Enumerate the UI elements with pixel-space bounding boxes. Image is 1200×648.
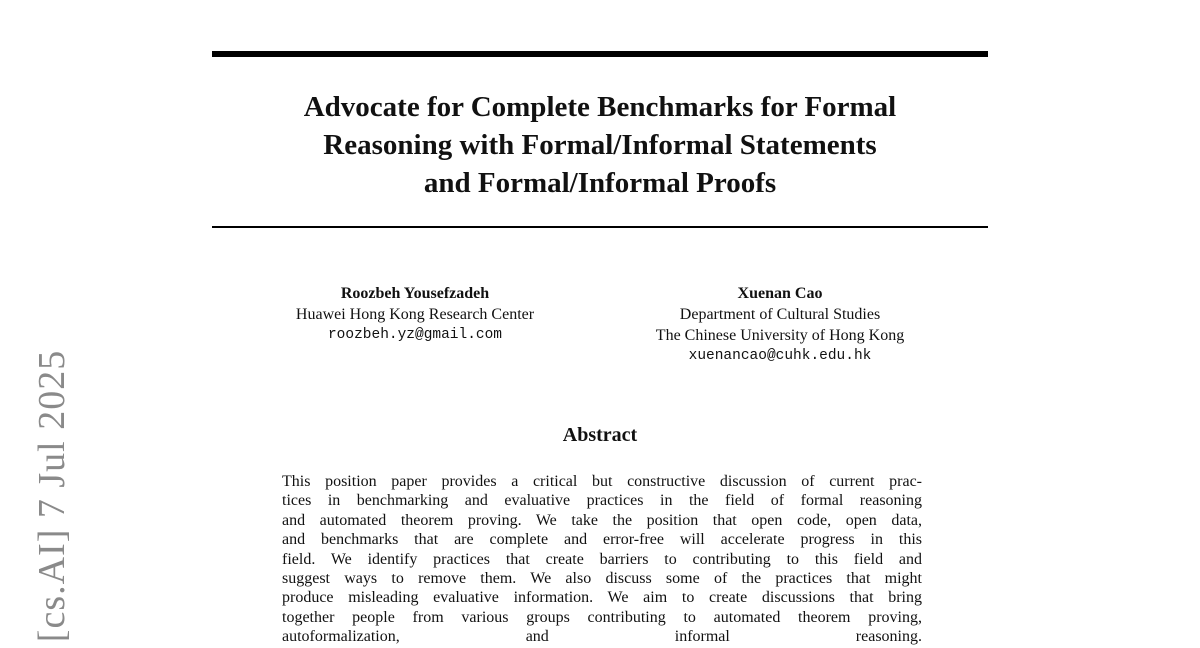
title-bottom-rule	[212, 226, 988, 228]
abstract-line: and benchmarks that are complete and error-free will accelerate progress in this	[282, 531, 922, 549]
title-line: Advocate for Complete Benchmarks for Formal	[303, 91, 897, 123]
abstract-line: suggest ways to remove them. We also discuss some of the practices that might	[282, 570, 922, 588]
title-top-rule	[212, 51, 988, 57]
author-name: Xuenan Cao	[737, 285, 823, 302]
abstract-line: This position paper provides a critical but constructive discussion of current prac-	[282, 473, 922, 490]
author-name: Roozbeh Yousefzadeh	[340, 285, 490, 302]
abstract-line: field. We identify practices that create barriers to contributing to this field and	[282, 550, 922, 568]
abstract-line: tices in benchmarking and evaluative practices in the field of formal reasoning	[282, 492, 922, 510]
abstract-line: produce misleading evaluative information. We aim to create discussions that bring	[282, 589, 922, 607]
author-affiliation: Huawei Hong Kong Research Center	[295, 306, 535, 323]
author-block	[258, 283, 572, 346]
abstract-line: together people from various groups contributing to automated theorem proving,	[282, 608, 922, 626]
abstract-body	[282, 472, 922, 647]
abstract-heading: Abstract	[562, 424, 638, 446]
author-affiliation: The Chinese University of Hong Kong	[655, 327, 905, 344]
author-affiliation: Department of Cultural Studies	[679, 306, 881, 323]
arxiv-stamp: [cs.AI] 7 Jul 2025	[31, 349, 73, 643]
author-email: roozbeh.yz@gmail.com	[327, 327, 503, 343]
paper-title	[212, 88, 988, 202]
title-line: Reasoning with Formal/Informal Statements	[323, 129, 877, 161]
abstract-line: autoformalization, and informal reasoning.	[282, 628, 922, 646]
title-line: and Formal/Informal Proofs	[423, 167, 777, 199]
author-email: xuenancao@cuhk.edu.hk	[688, 348, 872, 364]
abstract-line: and automated theorem proving. We take the position that open code, open data,	[282, 511, 922, 529]
author-block	[612, 283, 948, 367]
